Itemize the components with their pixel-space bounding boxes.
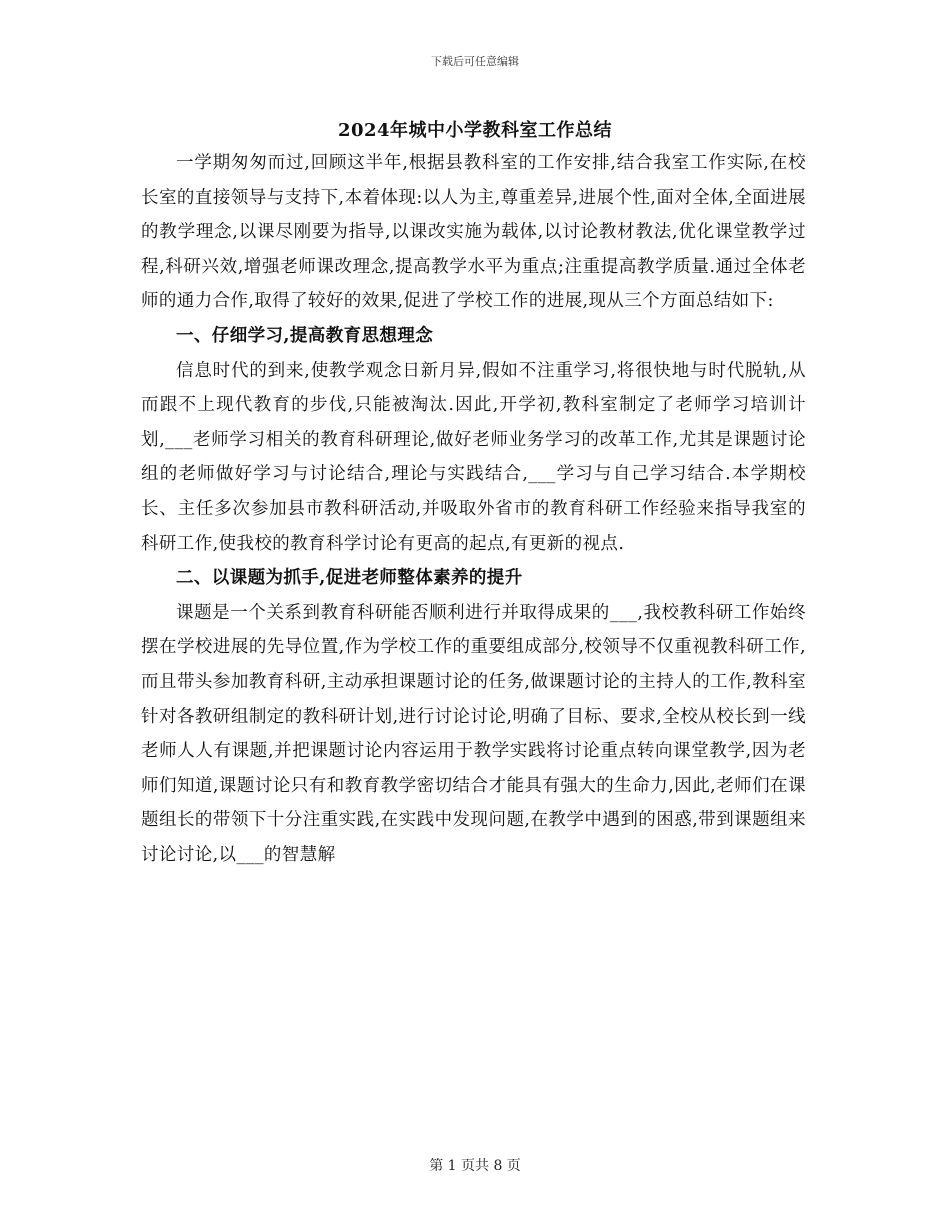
section-heading-2: 二、以课题为抓手,促进老师整体素养的提升	[176, 568, 523, 589]
page-footer: 第 1 页共 8 页	[429, 1158, 521, 1174]
document-title: 2024年城中小学教科室工作总结	[337, 120, 613, 141]
header-note: 下载后可任意编辑	[431, 55, 519, 68]
document-body	[141, 146, 806, 872]
section-paragraph-2: 课题是一个关系到教育科研能否顺利进行并取得成果的___,我校教科研工作始终摆在学校进展的先导位置,作为学校工作的重要组成部分,校领导不仅重视教科研工作,而且带头参加教育科研,主动承担课题讨论的任务,做课题讨论的主持人的工作,教科室针对各教研组制定的教科研计划,进行讨论讨论,明确了目标、要求,全校从校长到一线老师人人有课题,并把课题讨论内容运用于教学实践将讨论重点转向课堂教学,因为老师们知道,课题讨论只有和教育教学密切结合才能具有强大的生命力,因此,老师们在课题组长的带领下十分注重实践,在实践中发现问题,在教学中遇到的困惑,带到课题组来讨论讨论,以___的智慧解	[141, 602, 806, 865]
section-paragraph-1: 信息时代的到来,使教学观念日新月异,假如不注重学习,将很快地与时代脱轨,从而跟不上现代教育的步伐,只能被淘汰.因此,开学初,教科室制定了老师学习培训计划,___老师学习相关的教育科研理论,做好老师业务学习的改革工作,尤其是课题讨论组的老师做好学习与讨论结合,理论与实践结合,___学习与自己学习结合.本学期校长、主任多次参加县市教科研活动,并吸取外省市的教育科研工作经验来指导我室的科研工作,使我校的教育科学讨论有更高的起点,有更新的视点.	[141, 360, 806, 554]
intro-paragraph: 一学期匆匆而过,回顾这半年,根据县教科室的工作安排,结合我室工作实际,在校长室的直接领导与支持下,本着体现:以人为主,尊重差异,进展个性,面对全体,全面进展的教学理念,以课尽刚要为指导,以课改实施为载体,以讨论教材教法,优化课堂教学过程,科研兴效,增强老师课改理念,提高教学水平为重点;注重提高教学质量.通过全体老师的通力合作,取得了较好的效果,促进了学校工作的进展,现从三个方面总结如下:	[141, 153, 806, 312]
section-heading-1: 一、仔细学习,提高教育思想理念	[176, 325, 434, 346]
